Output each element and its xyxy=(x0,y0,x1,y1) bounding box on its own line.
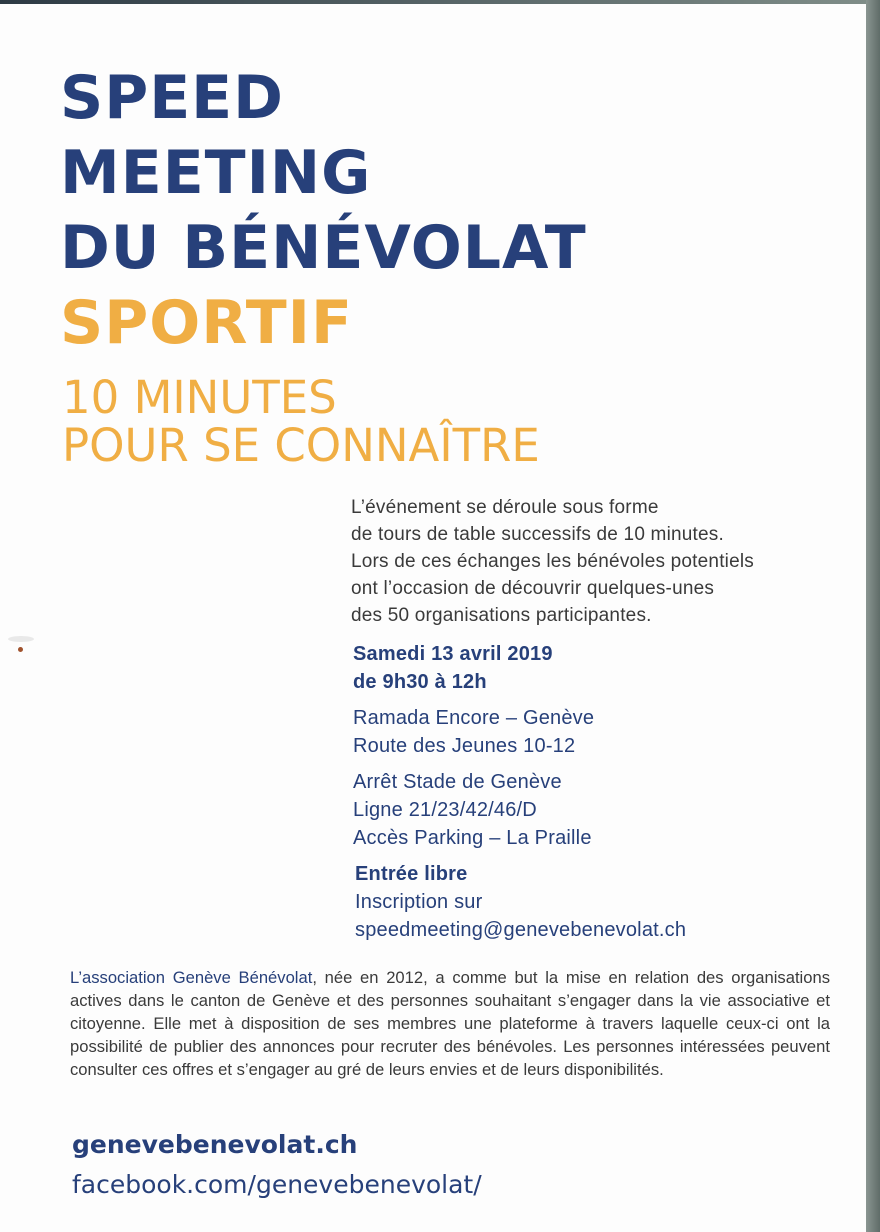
event-venue xyxy=(353,704,594,760)
subtitle-10-minutes: 10 MINUTES xyxy=(62,371,337,424)
venue-address: Route des Jeunes 10-12 xyxy=(353,735,576,757)
facebook-link[interactable]: facebook.com/genevebenevolat/ xyxy=(72,1170,482,1199)
description-line: ont l’occasion de découvrir quelques-unes xyxy=(351,578,715,599)
entry-free: Entrée libre xyxy=(355,863,468,885)
association-text: , née en 2012, a comme but la mise en relation des organisations actives dans le canton de Genève et des personnes souhaitant s’engager dans la vie associative et citoyenne. Elle met à disposition de ses membres une plateforme à travers laquelle ceux-ci ont la possibilité de publier des annonces pour recruter des bénévoles. Les personnes intéressées peuvent consulter ces offres et s’engager au gré de leurs envies et de leurs disponibilités. xyxy=(70,968,830,1079)
scan-speck xyxy=(18,647,23,652)
title-meeting: MEETING xyxy=(60,138,372,208)
website-link[interactable]: genevebenevolat.ch xyxy=(72,1130,358,1159)
event-description xyxy=(351,494,754,629)
description-line: des 50 organisations participantes. xyxy=(351,605,652,626)
scan-top-edge xyxy=(0,0,866,4)
transport-lines: Ligne 21/23/42/46/D xyxy=(353,799,537,821)
association-name: L’association Genève Bénévolat xyxy=(70,968,313,987)
event-date xyxy=(353,640,553,696)
description-line: de tours de table successifs de 10 minutes. xyxy=(351,524,724,545)
entry-signup: Inscription sur xyxy=(355,891,483,913)
association-paragraph xyxy=(70,966,830,1081)
event-time: de 9h30 à 12h xyxy=(353,671,487,693)
scan-right-edge xyxy=(866,0,880,1232)
venue-name: Ramada Encore – Genève xyxy=(353,707,595,729)
description-line: Lors de ces échanges les bénévoles potentiels xyxy=(351,551,754,572)
title-du-benevolat: DU BÉNÉVOLAT xyxy=(60,213,587,283)
signup-email-link[interactable]: speedmeeting@genevebenevolat.ch xyxy=(355,919,687,941)
transport-info xyxy=(353,768,592,852)
title-sportif: SPORTIF xyxy=(60,288,353,358)
transport-stop: Arrêt Stade de Genève xyxy=(353,771,562,793)
entry-info xyxy=(355,860,686,944)
scan-smudge xyxy=(8,636,34,642)
transport-parking: Accès Parking – La Praille xyxy=(353,827,592,849)
description-line: L’événement se déroule sous forme xyxy=(351,497,659,518)
event-day: Samedi 13 avril 2019 xyxy=(353,643,553,665)
subtitle-pour-se-connaitre: POUR SE CONNAÎTRE xyxy=(62,419,540,472)
title-speed: SPEED xyxy=(60,63,284,133)
